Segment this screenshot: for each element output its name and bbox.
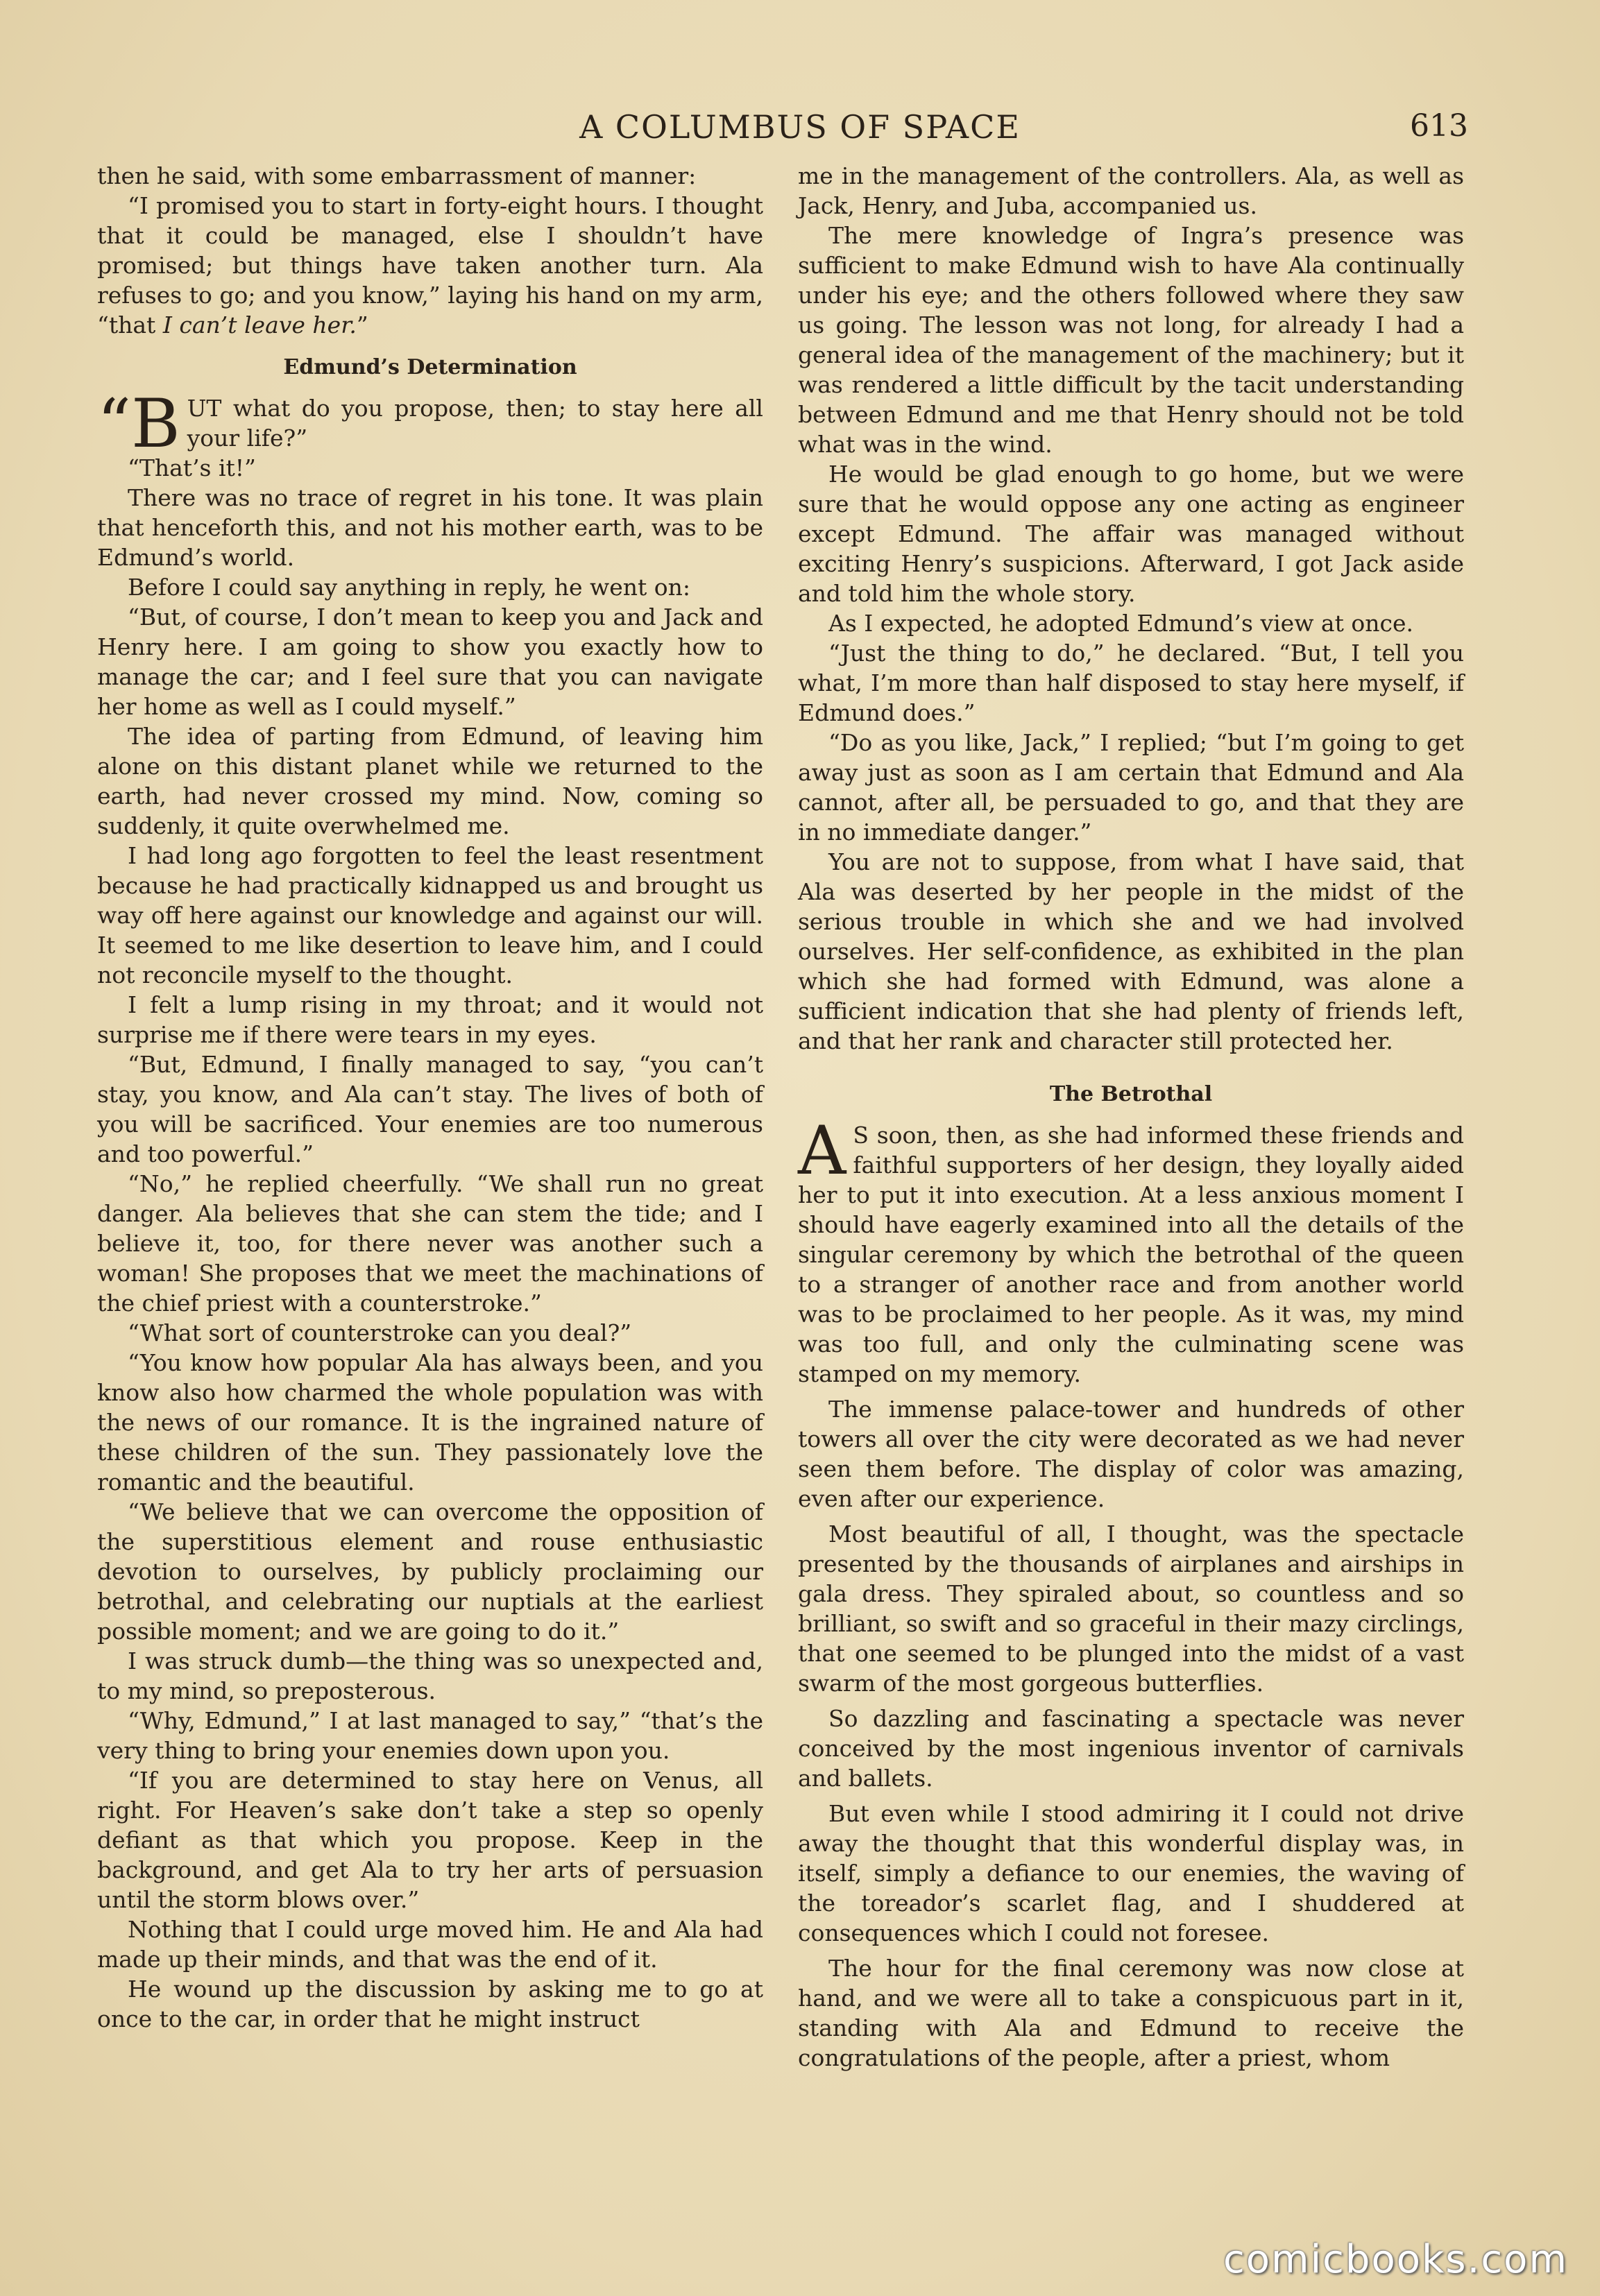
paragraph: “Why, Edmund,” I at last managed to say,” “that’s the very thing to bring your enemies down upon you. [97, 1707, 763, 1764]
paragraph [798, 1112, 1464, 1389]
paragraph: me in the management of the controllers. Ala, as well as Jack, Henry, and Juba, accompanied us. [798, 162, 1464, 219]
paragraph: “That’s it!” [128, 454, 256, 481]
paragraph: But even while I stood admiring it I could not drive away the thought that this wonderful display was, in itself, simply a defiance to our enemies, the waving of the toreador’s scarlet flag, and I shuddered at consequences which I could not foresee. [798, 1800, 1464, 1946]
left-column [97, 161, 763, 2034]
page-header [0, 104, 1600, 153]
paragraph: There was no trace of regret in his tone. It was plain that henceforth this, and not his mother earth, was to be Edmund’s world. [97, 484, 763, 571]
paragraph: “But, of course, I don’t mean to keep you and Jack and Henry here. I am going to show you exactly how to manage the car; and I feel sure that you can navigate her home as well as I could myself.” [97, 603, 763, 720]
paragraph: “We believe that we can overcome the opposition of the superstitious element and rouse enthusiastic devotion to ourselves, by publicly proclaiming our betrothal, and celebrating our nuptials at the earliest possible moment; and we are going to do it.” [97, 1498, 763, 1645]
paragraph: “What sort of counterstroke can you deal?” [128, 1319, 632, 1346]
paragraph: “Do as you like, Jack,” I replied; “but I’m going to get away just as soon as I am certain that Edmund and Ala cannot, after all, be persuaded to go, and that they are in no immediate danger.” [798, 729, 1464, 846]
paragraph [97, 191, 763, 340]
paragraph: I had long ago forgotten to feel the least resentment because he had practically kidnapped us and brought us way off here against our knowledge and against our will. It seemed to me like desertion to leave him, and I could not reconcile myself to the thought. [97, 842, 763, 988]
page-number: 613 [1410, 108, 1468, 144]
paragraph: He would be glad enough to go home, but we were sure that he would oppose any one acting as engineer except Edmund. The affair was managed without exciting Henry’s suspicions. Afterward, I got Jack aside and told him the whole story. [798, 461, 1464, 607]
paragraph: You are not to suppose, from what I have said, that Ala was deserted by her people in the midst of the serious trouble in which she and we had involved ourselves. Her self-confidence, as exhibited in the plan which she had formed with Edmund, was alone a sufficient indication that she had plenty of friends left, and that her rank and character still protected her. [798, 848, 1464, 1054]
paragraph: The idea of parting from Edmund, of leaving him alone on this distant planet while we returned to the earth, had never crossed my mind. Now, coming so suddenly, it quite overwhelmed me. [97, 723, 763, 839]
paragraph: “No,” he replied cheerfully. “We shall run no great danger. Ala believes that she can stem the tide; and I believe it, too, for there never was another such a woman! She proposes that we meet the machinations of the chief priest with a counterstroke.” [97, 1170, 763, 1317]
paragraph: The mere knowledge of Ingra’s presence was sufficient to make Edmund wish to have Ala continually under his eye; and the others followed where they saw us going. The lesson was not long, for already I had a general idea of the management of the machinery; but it was rendered a little difficult by the tacit understanding between Edmund and me that Henry should not be told what was in the wind. [798, 222, 1464, 458]
paragraph-text: “I promised you to start in forty-eight hours. I thought that it could be managed, else I shouldn’t have promised; but things have taken another turn. Ala refuses to go; and you know,” laying his hand on my arm, “that [97, 192, 763, 339]
paragraph: “You know how popular Ala has always been, and you know also how charmed the whole population was with the news of our romance. It is the ingrained nature of these children of the sun. They passionately love the romantic and the beautiful. [97, 1349, 763, 1496]
section-heading: The Betrothal [1049, 1082, 1213, 1106]
paragraph: I felt a lump rising in my throat; and it would not surprise me if there were tears in my eyes. [97, 991, 763, 1048]
paragraph: then he said, with some embarrassment of manner: [97, 162, 697, 189]
paragraph: “But, Edmund, I finally managed to say, “you can’t stay, you know, and Ala can’t stay. The lives of both of you will be sacrificed. Your enemies are too numerous and too powerful.” [97, 1051, 763, 1167]
drop-cap: “B [97, 385, 180, 463]
drop-cap: A [798, 1112, 846, 1190]
paragraph: “If you are determined to stay here on Venus, all right. For Heaven’s sake don’t take a step so openly defiant as that which you propose. Keep in the background, and get Ala to try her arts of persuasion until the storm blows over.” [97, 1767, 763, 1913]
paragraph-text: UT what do you propose, then; to stay here all your life?” [187, 395, 763, 452]
paragraph: The hour for the final ceremony was now close at hand, and we were all to take a conspicuous part in it, standing with Ala and Edmund to receive the congratulations of the people, after a priest, whom [798, 1955, 1464, 2071]
paragraph: Most beautiful of all, I thought, was the spectacle presented by the thousands of airplanes and airships in gala dress. They spiraled about, so countless and so brilliant, so swift and so graceful in their mazy circlings, that one seemed to be plunged into the midst of a vast swarm of the most gorgeous butterflies. [798, 1520, 1464, 1697]
paragraph: So dazzling and fascinating a spectacle was never conceived by the most ingenious inventor of carnivals and ballets. [798, 1705, 1464, 1792]
paragraph: He wound up the discussion by asking me to go at once to the car, in order that he might instruct [97, 1976, 763, 2032]
paragraph-text: S soon, then, as she had informed these friends and faithful supporters of her design, they loyally aided her to put it into execution. At a less anxious moment I should have eagerly examined into all the details of the singular ceremony by which the betrothal of the queen to a stranger of another race and from another world was to be proclaimed to her people. As it was, my mind was too full, and only the culminating scene was stamped on my memory. [798, 1122, 1464, 1387]
paragraph: “Just the thing to do,” he declared. “But, I tell you what, I’m more than half disposed to stay here myself, if Edmund does.” [798, 640, 1464, 726]
paragraph-text: ” [356, 311, 368, 339]
paragraph: Before I could say anything in reply, he went on: [128, 574, 691, 601]
paragraph: As I expected, he adopted Edmund’s view at once. [828, 610, 1413, 637]
paragraph [97, 385, 763, 463]
running-title: A COLUMBUS OF SPACE [579, 108, 1021, 146]
right-column [798, 161, 1464, 2073]
italic-text: I can’t leave her. [162, 311, 357, 339]
paragraph: Nothing that I could urge moved him. He and Ala had made up their minds, and that was the end of it. [97, 1916, 763, 1973]
paragraph: I was struck dumb—the thing was so unexpected and, to my mind, so preposterous. [97, 1647, 763, 1704]
paragraph: The immense palace-tower and hundreds of other towers all over the city were decorated as we had never seen them before. The display of color was amazing, even after our experience. [798, 1396, 1464, 1512]
section-heading: Edmund’s Determination [283, 355, 577, 379]
site-watermark: comicbooks.com [1223, 2237, 1568, 2282]
